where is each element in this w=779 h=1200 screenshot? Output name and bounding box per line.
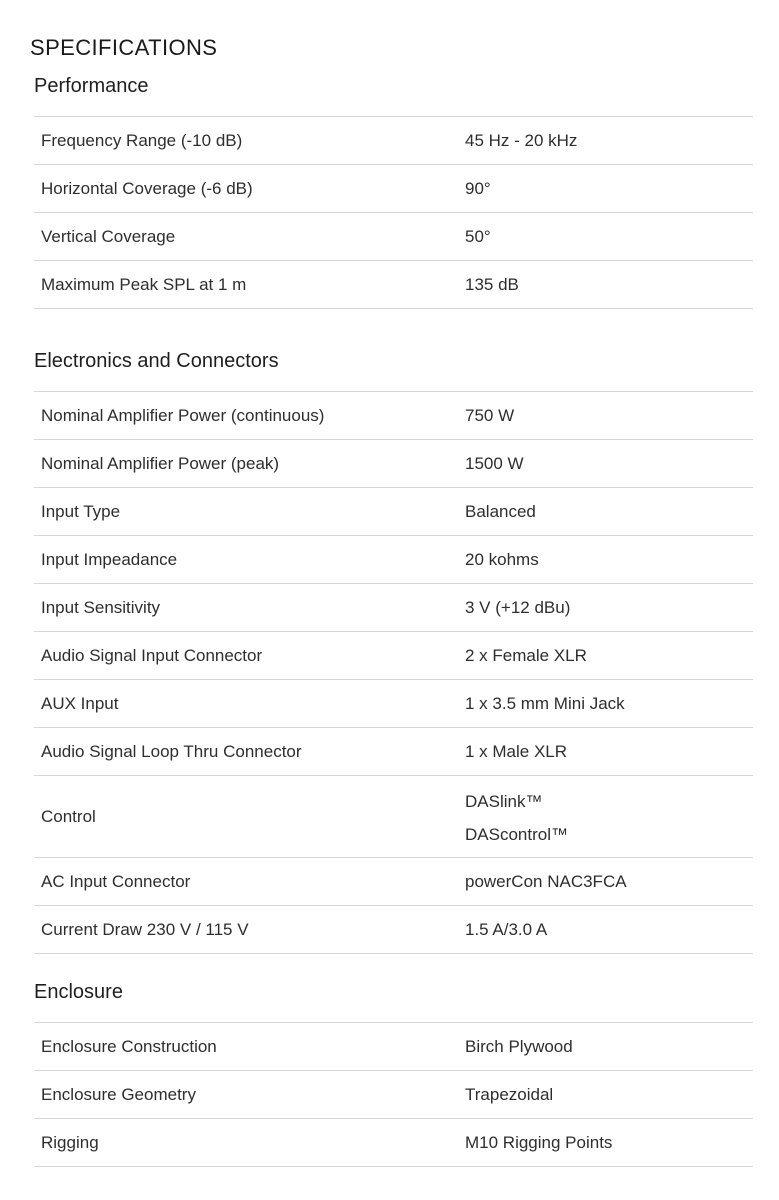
spec-value: Trapezoidal bbox=[465, 1084, 554, 1104]
spec-row bbox=[34, 858, 753, 906]
spec-value: 1500 W bbox=[465, 453, 524, 473]
spec-row bbox=[34, 1119, 753, 1167]
spec-label: Rigging bbox=[41, 1132, 99, 1152]
section-performance bbox=[34, 71, 753, 309]
spec-value: 3 V (+12 dBu) bbox=[465, 597, 571, 617]
spec-row bbox=[34, 584, 753, 632]
spec-label: Input Impeadance bbox=[41, 549, 178, 569]
spec-value: Birch Plywood bbox=[465, 1036, 573, 1056]
spec-row bbox=[34, 1071, 753, 1119]
spec-row bbox=[34, 728, 753, 776]
spec-label: Nominal Amplifier Power (continuous) bbox=[41, 405, 325, 425]
spec-value: powerCon NAC3FCA bbox=[465, 871, 627, 891]
spec-value: 2 x Female XLR bbox=[465, 645, 587, 665]
spec-row bbox=[34, 776, 753, 858]
section-title: Enclosure bbox=[34, 981, 123, 1003]
spec-label: AC Input Connector bbox=[41, 871, 191, 891]
spec-value: 20 kohms bbox=[465, 549, 539, 569]
spec-row bbox=[34, 906, 753, 954]
spec-label: Audio Signal Input Connector bbox=[41, 645, 263, 665]
spec-value-list bbox=[465, 783, 753, 851]
spec-label: Vertical Coverage bbox=[41, 226, 176, 246]
spec-value: 135 dB bbox=[465, 274, 519, 294]
spec-row bbox=[34, 680, 753, 728]
spec-value: 90° bbox=[465, 178, 491, 198]
spec-row bbox=[34, 392, 753, 440]
spec-value: 45 Hz - 20 kHz bbox=[465, 130, 578, 150]
spec-label: Maximum Peak SPL at 1 m bbox=[41, 274, 247, 294]
spec-value: M10 Rigging Points bbox=[465, 1132, 613, 1152]
spec-value: 1 x 3.5 mm Mini Jack bbox=[465, 693, 625, 713]
spec-row bbox=[34, 440, 753, 488]
spec-label: AUX Input bbox=[41, 693, 119, 713]
spec-row bbox=[34, 165, 753, 213]
spec-row bbox=[34, 261, 753, 309]
spec-label: Horizontal Coverage (-6 dB) bbox=[41, 178, 253, 198]
spec-value: Balanced bbox=[465, 501, 536, 521]
spec-table bbox=[34, 116, 753, 309]
spec-label: Audio Signal Loop Thru Connector bbox=[41, 741, 302, 761]
spec-label: Enclosure Geometry bbox=[41, 1084, 196, 1104]
page-title: SPECIFICATIONS bbox=[30, 35, 218, 60]
section-enclosure bbox=[34, 977, 753, 1167]
section-electronics bbox=[34, 346, 753, 954]
spec-row bbox=[34, 632, 753, 680]
spec-label: Enclosure Construction bbox=[41, 1036, 217, 1056]
spec-row bbox=[34, 1023, 753, 1071]
spec-table bbox=[34, 1022, 753, 1167]
spec-row bbox=[34, 117, 753, 165]
spec-value: 1 x Male XLR bbox=[465, 741, 568, 761]
spec-value: DAScontrol™ bbox=[465, 824, 568, 844]
spec-label: Control bbox=[41, 806, 96, 826]
spec-label: Frequency Range (-10 dB) bbox=[41, 130, 243, 150]
spec-row bbox=[34, 213, 753, 261]
spec-label: Input Type bbox=[41, 501, 121, 521]
spec-value: 1.5 A/3.0 A bbox=[465, 919, 548, 939]
section-title: Electronics and Connectors bbox=[34, 350, 279, 372]
spec-label: Input Sensitivity bbox=[41, 597, 161, 617]
section-title: Performance bbox=[34, 75, 149, 97]
spec-value: DASlink™ bbox=[465, 791, 543, 811]
spec-table bbox=[34, 391, 753, 954]
spec-value: 750 W bbox=[465, 405, 515, 425]
spec-row bbox=[34, 536, 753, 584]
spec-label: Current Draw 230 V / 115 V bbox=[41, 919, 249, 939]
spec-row bbox=[34, 488, 753, 536]
spec-value: 50° bbox=[465, 226, 491, 246]
spec-label: Nominal Amplifier Power (peak) bbox=[41, 453, 280, 473]
